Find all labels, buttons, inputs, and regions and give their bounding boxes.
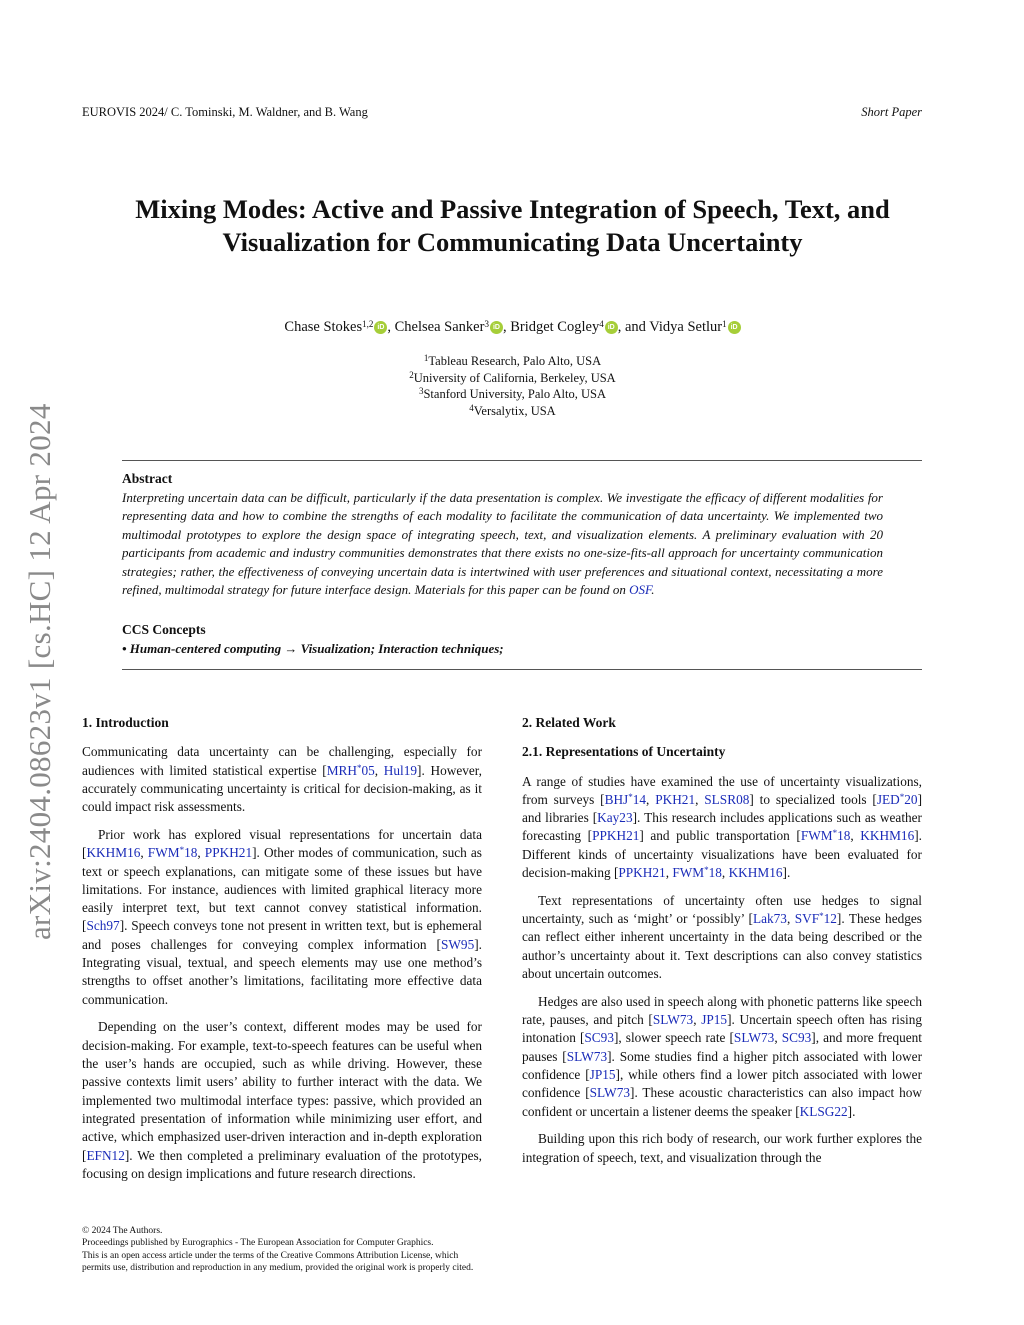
section-introduction-heading: 1. Introduction [82,715,169,730]
citation-link[interactable]: FWM [672,865,705,881]
affiliation [60,353,965,370]
citation-link[interactable]: KKHM16 [728,865,783,881]
body-text: ]. Integrating visual, textual, and speech elements may use one method’s strengths to offset another’s limitations, facilitating more effective data communication. [82,936,482,1007]
affiliation-text: University of California, Berkeley, USA [413,370,616,385]
citation-link[interactable]: JP15 [701,1012,728,1028]
citation-link[interactable]: PKH21 [655,791,696,807]
ccs-concepts [122,621,883,658]
citation-link[interactable]: SLW73 [566,1048,608,1064]
affiliation [60,370,965,387]
orcid-icon[interactable]: iD [374,321,387,334]
author-name: Chase Stokes [284,319,363,335]
body-text: Communicating data uncertainty can be challenging, especially for audiences with limited statistical expertise [ [82,744,482,778]
citation-link[interactable]: * [832,828,838,839]
author-separator: , [387,319,395,335]
citation-link[interactable]: Lak73 [752,911,787,927]
citation-link[interactable]: SC93 [781,1030,812,1046]
body-text: Building upon this rich body of research, our work further explores the integration of speech, text, and visualization through the [522,1131,922,1165]
osf-link[interactable]: OSF [629,582,652,597]
author-affiliation-mark: 3 [484,319,489,329]
affiliation-text: Tableau Research, Palo Alto, USA [428,354,602,368]
paper-title [60,193,965,259]
orcid-icon[interactable]: iD [728,321,741,334]
affiliation-mark: 3 [418,386,424,396]
abstract-bottom-rule [122,669,922,670]
body-text: ], and more frequent pauses [ [522,1030,922,1064]
citation-link[interactable]: Kay23 [597,810,633,826]
section-related-work-heading: 2. Related Work [522,715,616,730]
affiliation-text: Stanford University, Palo Alto, USA [423,387,607,401]
abstract-end: . [651,582,655,597]
citation-link[interactable]: FWM [147,845,180,861]
introduction-paragraph [82,826,482,1009]
author-name: Vidya Setlur [649,319,723,335]
abstract [122,470,883,600]
abstract-heading: Abstract [122,471,173,486]
right-column [522,714,922,1177]
abstract-top-rule [122,460,922,461]
related-work-paragraph [522,892,922,983]
citation-link[interactable]: MRH [326,762,357,778]
abstract-body [122,489,883,600]
citation-link[interactable]: 18 [708,865,722,881]
related-work-paragraph [522,1130,922,1167]
citation-link[interactable]: * [704,865,709,876]
body-text: , [786,911,795,927]
affiliation-list [60,353,965,419]
running-header-left: EUROVIS 2024/ C. Tominski, M. Waldner, and B. Wang [82,105,368,119]
affiliation [60,386,965,403]
body-text: ]. We then completed a preliminary evaluation of the prototypes, focusing on design implications and future research directions. [82,1147,482,1181]
citation-link[interactable]: SLW73 [733,1030,775,1046]
citation-link[interactable]: Hul19 [383,762,418,778]
author-separator: , and [617,319,650,335]
citation-link[interactable]: Sch97 [86,918,120,934]
title-line-2: Visualization for Communicating Data Uncertainty [222,227,803,257]
body-text: ] to specialized tools [ [749,791,877,807]
citation-link[interactable]: KLSG22 [799,1103,848,1119]
author-affiliation-mark: 1 [722,319,727,329]
orcid-icon[interactable]: iD [490,321,503,334]
citation-link[interactable]: KKHM16 [86,845,141,861]
body-text: , [721,865,729,881]
citation-link[interactable]: SLSR08 [704,791,750,807]
body-text: ]. Other modes of communication, such as text or speech explanations, can mitigate some of these issues but have limitations. For instance, audiences with limited graphical literacy more easily interpret text, but text cannot convey statistical information. [ [82,845,482,934]
citation-link[interactable]: PPKH21 [204,845,253,861]
ccs-item: • Human-centered computing → Visualization; Interaction techniques; [122,640,504,656]
footer-publisher: Proceedings published by Eurographics - The European Association for Computer Graphics. [82,1238,434,1249]
body-text: , [197,845,205,861]
body-text: , [646,791,656,807]
author-affiliation-mark: 4 [599,319,604,329]
citation-link[interactable]: * [628,791,633,802]
citation-link[interactable]: SLW73 [589,1085,631,1101]
citation-link[interactable]: 12 [823,911,837,927]
introduction-paragraph [82,743,482,816]
related-work-paragraph [522,993,922,1121]
affiliation-mark: 2 [409,369,414,380]
affiliation-mark: 1 [423,353,429,363]
body-text: ]. These acoustic characteristics can also impact how confident or uncertain a listener deems the speaker [ [522,1085,923,1119]
body-text: ]. However, accurately communicating uncertainty is critical for decision-making, as it could impact risk assessments. [82,762,482,815]
body-text: Hedges are also used in speech along with phonetic patterns like speech rate, pauses, and pitch [ [522,993,922,1028]
citation-link[interactable]: 05 [361,762,375,778]
body-text: ]. [847,1103,856,1119]
running-header-right: Short Paper [861,105,922,119]
citation-link[interactable]: * [179,845,185,856]
body-text: ]. Uncertain speech often has rising intonation [ [522,1012,922,1046]
body-text: A range of studies have examined the use of uncertainty visualizations, from surveys [ [522,773,922,807]
citation-link[interactable]: SC93 [584,1030,614,1046]
title-line-1: Mixing Modes: Active and Passive Integration of Speech, Text, and [135,194,890,224]
left-column [82,714,482,1193]
citation-link[interactable]: PPKH21 [592,828,640,844]
body-text: ]. These hedges can reflect either inherent uncertainty in the data being described or the author’s uncertainty about it. Text descriptions can also convey statistics about uncertain outcomes. [522,911,922,982]
citation-link[interactable]: EFN12 [86,1147,125,1163]
citation-link[interactable]: FWM [800,828,833,844]
footer-license: This is an open access article under the terms of the Creative Commons Attribution License, which permits use, distribution and reproduction in any medium, provided the original work is properly cited. [82,1250,474,1273]
body-text: , [774,1030,782,1046]
body-text: ] and libraries [ [522,791,922,826]
body-text: ]. Speech conveys tone not present in written text, but is ephemeral and poses challenges for conveying complex information [ [82,918,482,952]
citation-link[interactable]: 18 [184,845,198,861]
citation-link[interactable]: * [357,762,362,773]
citation-link[interactable]: 14 [632,791,647,807]
citation-link[interactable]: JED [876,791,900,807]
related-work-paragraph [522,773,922,883]
body-text: , [695,791,705,807]
body-text: ]. This research includes applications such as weather forecasting [ [522,810,922,844]
citation-link[interactable]: SVF [794,911,820,927]
affiliation-mark: 4 [469,402,474,413]
body-text: ]. Some studies find a higher pitch associated with lower confidence [ [522,1048,922,1083]
body-text: , [374,762,384,778]
author-affiliation-mark: 1,2 [362,319,374,329]
body-text: ], slower speech rate [ [613,1030,734,1046]
body-text: ], while others find a lower pitch associated with lower confidence [ [522,1067,922,1101]
citation-link[interactable]: * [819,911,824,922]
citation-link[interactable]: 20 [904,791,918,807]
citation-link[interactable]: KKHM16 [860,828,915,844]
body-text: , [665,865,673,881]
body-text: , [850,828,861,844]
body-text: ] and public transportation [ [639,828,801,844]
citation-link[interactable]: JP15 [589,1067,616,1083]
author-list [60,317,965,337]
body-text: Depending on the user’s context, different modes may be used for decision-making. For example, text-to-speech features can be useful when the user’s hands are occupied, such as while driving. However, these passive contexts limit users’ ability to further interact with the data. We implemented two multimodal interface types: passive, which provided an integrated presentation of information while minimizing user effort, and active, which emphasized user-driven interaction and in-depth exploration [ [82,1019,482,1163]
author-separator: , [502,319,511,335]
citation-link[interactable]: SLW73 [652,1012,694,1028]
body-text: ]. [782,865,791,881]
arxiv-stamp: arXiv:2404.08623v1 [cs.HC] 12 Apr 2024 [22,403,57,940]
introduction-paragraph [82,1018,482,1183]
abstract-text: Interpreting uncertain data can be difficult, particularly if the data presentation is complex. We investigate the efficacy of different modalities for representing data and how to combine the strengths of each modality to facilitate the communication of data uncertainty. We implemented two multimodal prototypes to explore the design space of integrating speech, text, and visualization elements. A preliminary evaluation with 20 participants from academic and industry communities demonstrates that there exists no one-size-fits-all approach for uncertainty communication strategies; rather, the effectiveness of conveying uncertain data is intertwined with user preferences and situational context, necessitating a more refined, multimodal strategy for future interface design. Materials for this paper can be found on [122,489,883,597]
author-name: Bridget Cogley [510,319,600,335]
subsection-uncertainty-heading: 2.1. Representations of Uncertainty [522,744,726,760]
citation-link[interactable]: SW95 [440,936,475,952]
citation-link[interactable]: BHJ [604,791,629,807]
footer-notice [82,1225,482,1274]
affiliation-text: Versalytix, USA [473,403,556,418]
body-text: , [693,1012,702,1028]
body-text: Prior work has explored visual representations for uncertain data [ [82,826,482,861]
body-text: ]. Different kinds of uncertainty visualizations have been evaluated for decision-making [ [522,828,922,881]
body-text: , [140,845,148,861]
ccs-heading: CCS Concepts [122,622,206,637]
body-text: Text representations of uncertainty often use hedges to signal uncertainty, such as ‘might’ or ‘possibly’ [ [522,892,922,927]
orcid-icon[interactable]: iD [605,321,618,334]
citation-link[interactable]: * [899,791,905,802]
author-name: Chelsea Sanker [394,319,485,335]
citation-link[interactable]: 18 [837,828,851,844]
affiliation [60,403,965,420]
citation-link[interactable]: PPKH21 [618,865,666,881]
footer-copyright: © 2024 The Authors. [82,1226,163,1236]
